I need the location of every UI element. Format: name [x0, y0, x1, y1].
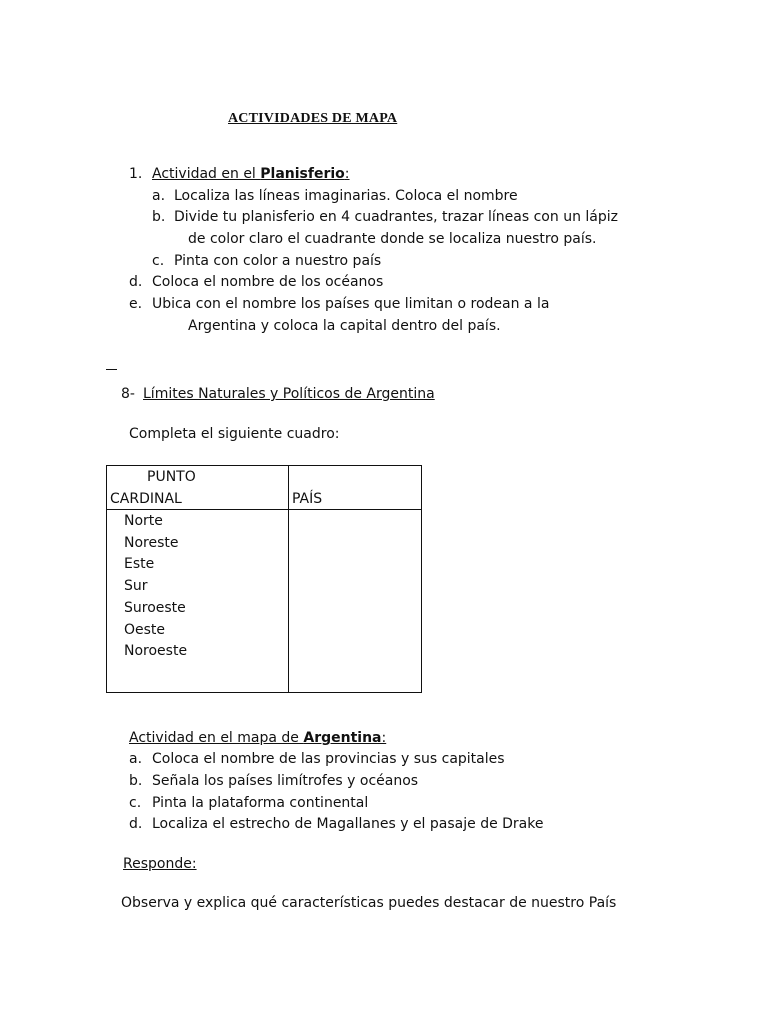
list-item-marker: b.	[129, 773, 143, 789]
table-pais-answer-cell[interactable]	[289, 510, 422, 693]
list-item: Coloca el nombre de los océanos	[152, 274, 384, 290]
table-instruction: Completa el siguiente cuadro:	[129, 426, 340, 442]
list-item-marker: a.	[152, 188, 166, 204]
page-title: ACTIVIDADES DE MAPA	[228, 111, 398, 126]
list-item-marker: c.	[129, 795, 142, 811]
section1-heading-bold: Planisferio	[260, 166, 345, 182]
section8-heading: Límites Naturales y Políticos de Argentina	[143, 386, 435, 402]
table-header-cardinal	[107, 466, 289, 510]
list-item-continuation: de color claro el cuadrante donde se localiza nuestro país.	[188, 231, 597, 247]
table-row: Este	[124, 556, 155, 572]
list-item-marker: d.	[129, 274, 143, 290]
list-item: Localiza el estrecho de Magallanes y el pasaje de Drake	[152, 816, 544, 832]
list-item-marker: b.	[152, 209, 166, 225]
map-heading-bold: Argentina	[303, 730, 382, 746]
table-row: Noroeste	[124, 643, 188, 659]
table-row: Oeste	[124, 622, 166, 638]
list-item: Pinta con color a nuestro país	[174, 253, 382, 269]
map-activity-heading	[129, 729, 386, 747]
responde-heading: Responde:	[123, 856, 197, 872]
section1-heading-prefix: Actividad en el	[152, 166, 261, 182]
list-item: Divide tu planisferio en 4 cuadrantes, trazar líneas con un lápiz	[174, 209, 618, 225]
table-body-row	[107, 510, 422, 693]
list-item-marker: e.	[129, 296, 143, 312]
table-header-row	[107, 466, 422, 510]
divider-dash	[106, 369, 117, 370]
table-header-line2: CARDINAL	[110, 491, 182, 507]
map-heading-suffix: :	[381, 730, 387, 746]
list-item-continuation: Argentina y coloca la capital dentro del país.	[188, 318, 501, 334]
cardinal-points-table	[106, 465, 422, 693]
list-item: Señala los países limítrofes y océanos	[152, 773, 419, 789]
section1-heading	[152, 165, 350, 183]
list-item-marker: c.	[152, 253, 165, 269]
list-item: Ubica con el nombre los países que limitan o rodean a la	[152, 296, 550, 312]
table-row: Noreste	[124, 535, 179, 551]
table-header-pais-label: PAÍS	[292, 491, 323, 507]
map-heading-prefix: Actividad en el mapa de	[129, 730, 304, 746]
table-row: Suroeste	[124, 600, 186, 616]
section1-number: 1.	[129, 166, 143, 182]
list-item: Pinta la plataforma continental	[152, 795, 369, 811]
section1-heading-suffix: :	[344, 166, 350, 182]
list-item: Localiza las líneas imaginarias. Coloca el nombre	[174, 188, 518, 204]
table-row: Sur	[124, 578, 148, 594]
table-header-pais	[289, 466, 422, 510]
list-item: Coloca el nombre de las provincias y sus capitales	[152, 751, 505, 767]
table-cardinal-list	[107, 510, 289, 693]
list-item-marker: d.	[129, 816, 143, 832]
table-row: Norte	[124, 513, 163, 529]
list-item-marker: a.	[129, 751, 143, 767]
section8-number: 8-	[121, 386, 135, 402]
responde-question: Observa y explica qué características puedes destacar de nuestro País	[121, 895, 617, 911]
table-header-line1: PUNTO	[147, 469, 196, 485]
